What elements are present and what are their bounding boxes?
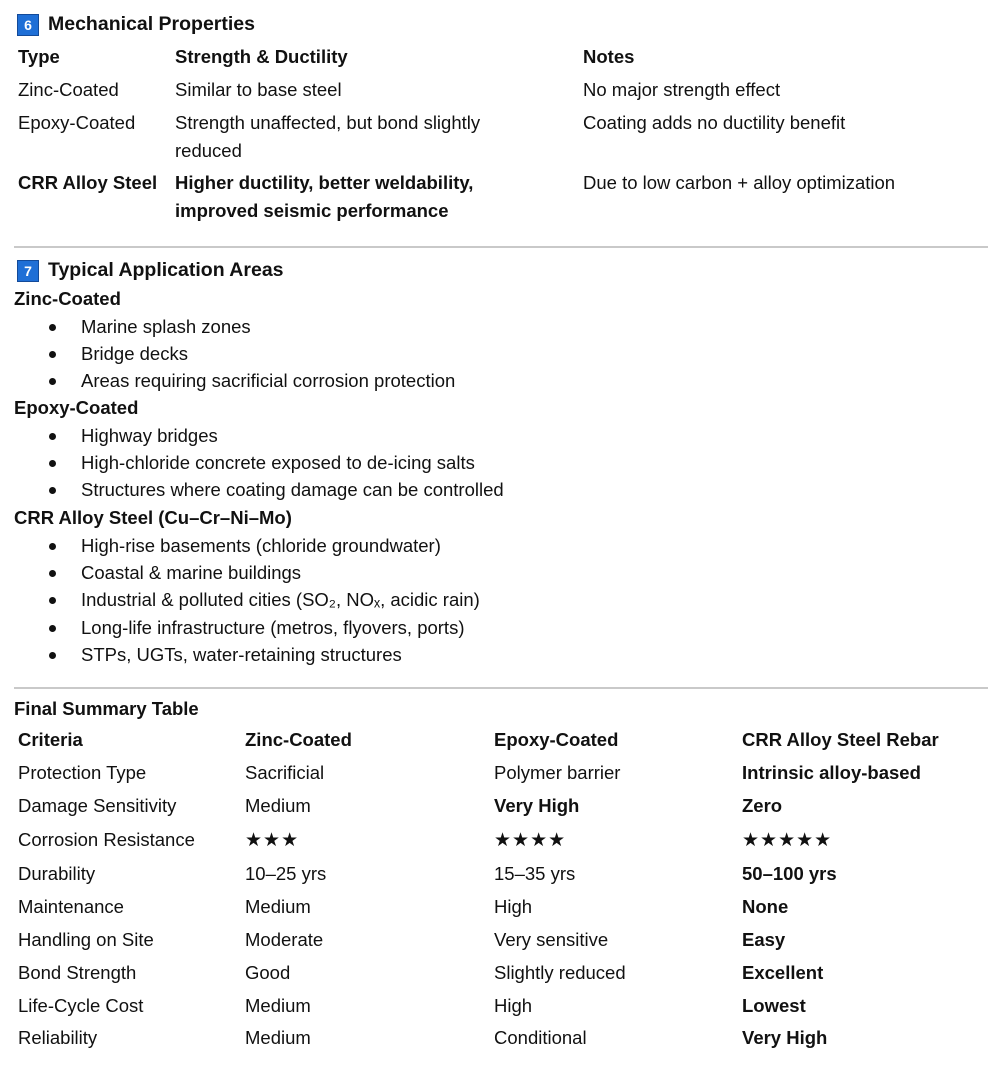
strength-cell-continued: reduced xyxy=(175,140,242,161)
zinc-cell: Good xyxy=(245,962,291,983)
section-6-heading xyxy=(17,13,255,36)
header-epoxy: Epoxy-Coated xyxy=(494,729,619,750)
zinc-cell: Medium xyxy=(245,795,311,816)
zinc-rating-stars: ★★★ xyxy=(245,829,300,851)
crr-rating-stars: ★★★★★ xyxy=(742,829,833,851)
bullet-icon xyxy=(49,543,56,550)
epoxy-rating-stars: ★★★★ xyxy=(494,829,567,851)
criteria-cell: Handling on Site xyxy=(18,929,154,950)
strength-cell: Strength unaffected, but bond slightly xyxy=(175,112,481,133)
header-type: Type xyxy=(18,46,60,67)
criteria-cell: Corrosion Resistance xyxy=(18,829,195,850)
bullet-icon xyxy=(49,460,56,467)
section-7-heading xyxy=(17,259,284,282)
zinc-cell: Medium xyxy=(245,995,311,1016)
application-group-title: Zinc-Coated xyxy=(14,288,121,309)
section-title: Typical Application Areas xyxy=(48,259,284,281)
epoxy-cell: Slightly reduced xyxy=(494,962,626,983)
section-title: Mechanical Properties xyxy=(48,13,255,35)
bullet-icon xyxy=(49,570,56,577)
header-notes: Notes xyxy=(583,46,635,67)
section-divider xyxy=(14,687,988,689)
epoxy-cell: Polymer barrier xyxy=(494,762,621,783)
bullet-icon xyxy=(49,351,56,358)
criteria-cell: Life-Cycle Cost xyxy=(18,995,144,1016)
notes-cell: No major strength effect xyxy=(583,79,781,100)
type-cell: Epoxy-Coated xyxy=(18,112,136,133)
criteria-cell: Maintenance xyxy=(18,896,124,917)
epoxy-cell: High xyxy=(494,995,533,1016)
crr-cell: Very High xyxy=(742,1027,828,1048)
type-cell: Zinc-Coated xyxy=(18,79,119,100)
header-criteria: Criteria xyxy=(18,729,83,750)
bullet-icon xyxy=(49,625,56,632)
epoxy-cell: Conditional xyxy=(494,1027,587,1048)
bullet-icon xyxy=(49,324,56,331)
application-group-title: Epoxy-Coated xyxy=(14,397,139,418)
crr-cell: Excellent xyxy=(742,962,824,983)
epoxy-cell: Very High xyxy=(494,795,580,816)
notes-cell: Coating adds no ductility benefit xyxy=(583,112,846,133)
epoxy-cell: High xyxy=(494,896,533,917)
section-number-badge: 6 xyxy=(17,14,39,36)
application-group-title: CRR Alloy Steel (Cu–Cr–Ni–Mo) xyxy=(14,507,292,528)
zinc-cell: Medium xyxy=(245,896,311,917)
zinc-cell: 10–25 yrs xyxy=(245,863,327,884)
criteria-cell: Durability xyxy=(18,863,96,884)
header-zinc: Zinc-Coated xyxy=(245,729,352,750)
crr-cell: 50–100 yrs xyxy=(742,863,837,884)
summary-table-title: Final Summary Table xyxy=(14,698,199,719)
header-crr: CRR Alloy Steel Rebar xyxy=(742,729,939,750)
strength-cell-continued: improved seismic performance xyxy=(175,200,449,221)
criteria-cell: Damage Sensitivity xyxy=(18,795,177,816)
strength-cell: Higher ductility, better weldability, xyxy=(175,172,474,193)
document-page: 6 Mechanical Properties Type Strength & Ductility Notes Zinc-Coated Similar to base steel No major strength effect Epoxy-Coated Strength unaffected, but bond slightly reduced Coating adds no ductility benefit CRR Alloy Steel Higher ductility, better weldability, improved seismic performance Due to low carbon + alloy optimization 7 Typical Application Areas Zinc-Coated Marine splash zones Bridge decks Areas requiring sacrificial corrosion protection Epoxy-Coated Highway bridges High-chloride concrete exposed to de-icing salts Structures where coating damage can be controlled CRR Alloy Steel (Cu–Cr–Ni–Mo) High-rise basements (chloride groundwater) Coastal & marine buildings Industrial & polluted cities (SO₂, NOₓ, acidic rain) Long-life infrastructure (metros, flyovers, ports) STPs, UGTs, water-retaining structures Final Summary Table Criteria Zinc-Coated Epoxy-Coated CRR Alloy Steel Rebar Protection Type Sacrificial Polymer barrier Intrinsic alloy-based Damage Sensitivity Medium Very High Zero Corrosion Resistance ★★★ ★★★★ ★★★★★ Durability 10–25 yrs 15–35 yrs 50–100 yrs Maintenance Medium High None Handling on Site Moderate Very sensitive Easy Bond Strength Good Slightly reduced Excellent Life-Cycle Cost Medium High Lowest Reliability Medium Conditional Very High xyxy=(0,0,996,1070)
criteria-cell: Reliability xyxy=(18,1027,98,1048)
criteria-cell: Bond Strength xyxy=(18,962,137,983)
criteria-cell: Protection Type xyxy=(18,762,147,783)
section-divider xyxy=(14,246,988,248)
zinc-cell: Sacrificial xyxy=(245,762,325,783)
crr-cell: Zero xyxy=(742,795,783,816)
crr-cell: Easy xyxy=(742,929,786,950)
crr-cell: Lowest xyxy=(742,995,806,1016)
bullet-icon xyxy=(49,433,56,440)
zinc-cell: Medium xyxy=(245,1027,311,1048)
strength-cell: Similar to base steel xyxy=(175,79,342,100)
bullet-icon xyxy=(49,487,56,494)
section-number-badge: 7 xyxy=(17,260,39,282)
type-cell: CRR Alloy Steel xyxy=(18,172,158,193)
header-strength: Strength & Ductility xyxy=(175,46,348,67)
crr-cell: Intrinsic alloy-based xyxy=(742,762,921,783)
epoxy-cell: 15–35 yrs xyxy=(494,863,576,884)
crr-cell: None xyxy=(742,896,789,917)
epoxy-cell: Very sensitive xyxy=(494,929,609,950)
notes-cell: Due to low carbon + alloy optimization xyxy=(583,172,896,193)
bullet-icon xyxy=(49,597,56,604)
bullet-icon xyxy=(49,652,56,659)
zinc-cell: Moderate xyxy=(245,929,324,950)
bullet-icon xyxy=(49,378,56,385)
